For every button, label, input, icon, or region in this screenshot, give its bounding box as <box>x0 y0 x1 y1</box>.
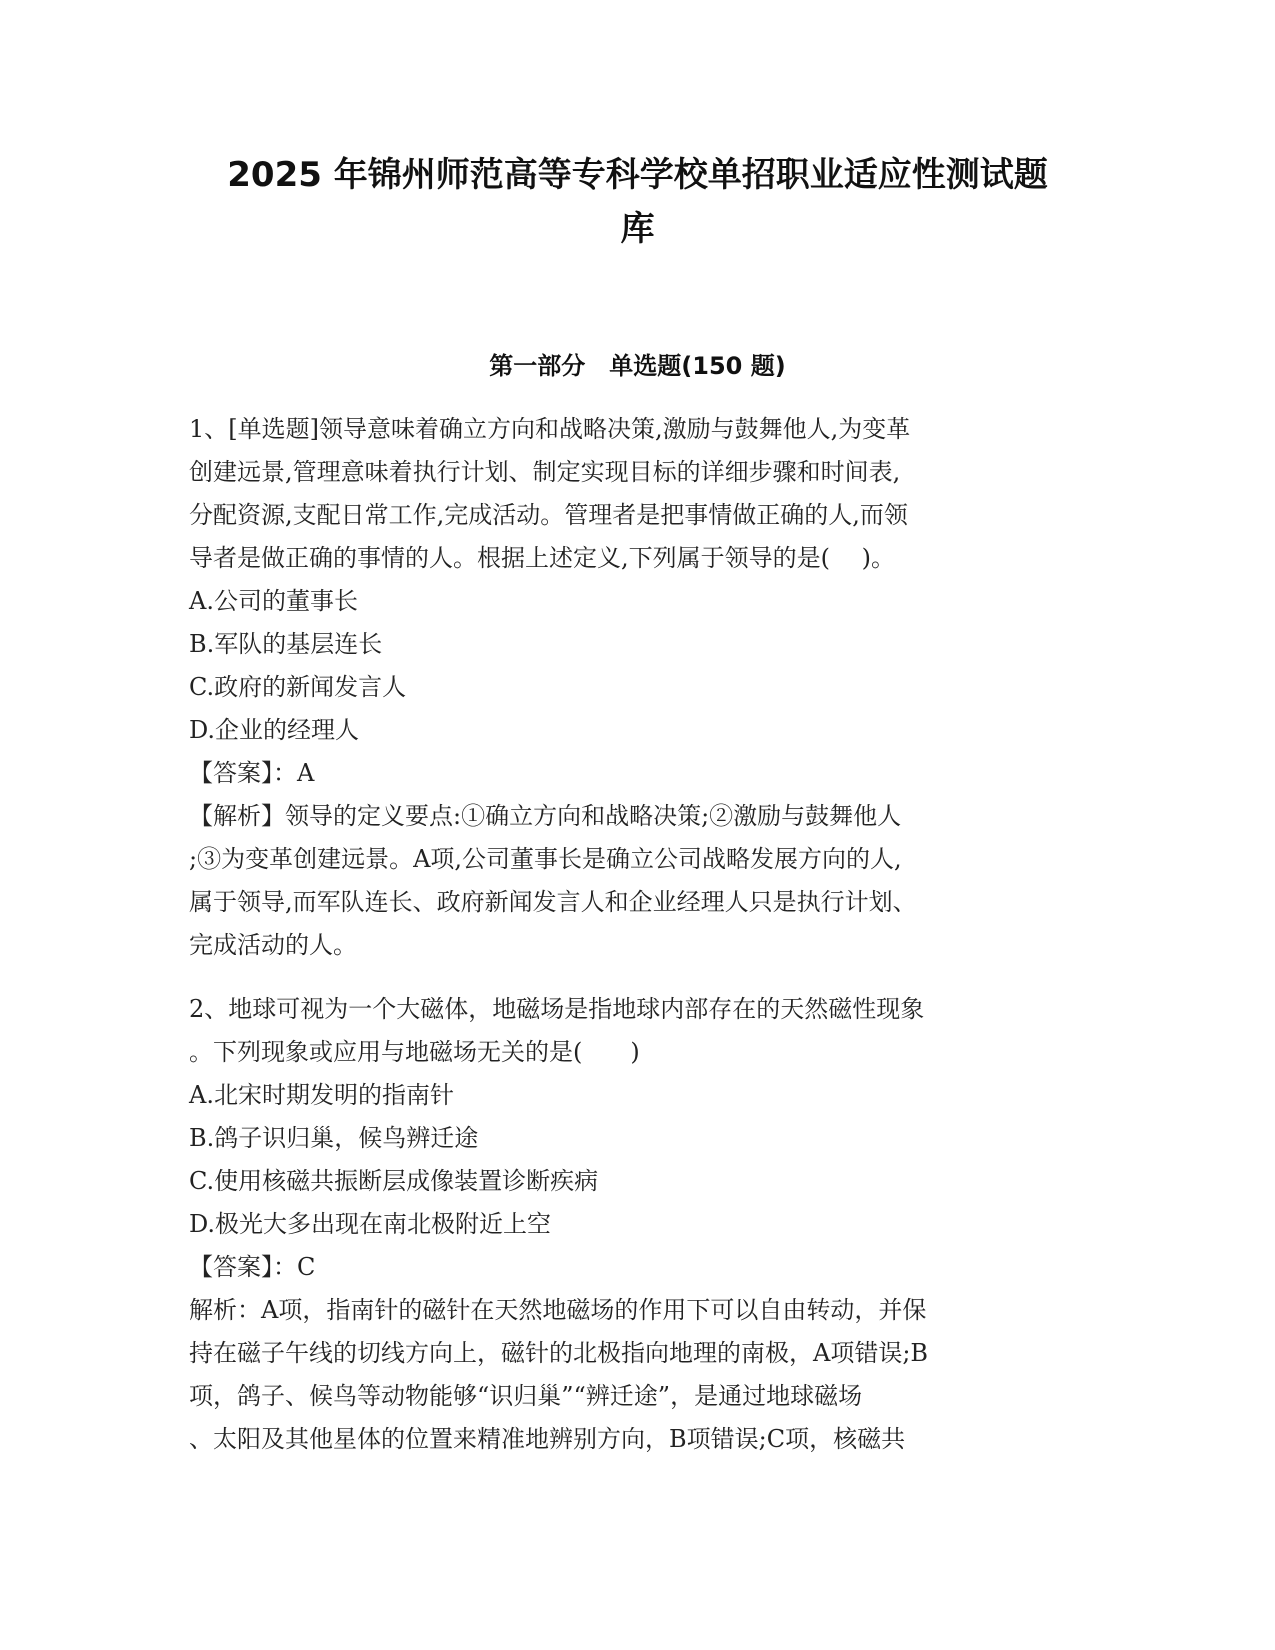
question-stem-line: 创建远景,管理意味着执行计划、制定实现目标的详细步骤和时间表, <box>189 458 901 486</box>
answer-line: 【答案】：A <box>189 759 315 787</box>
analysis-line: 解析：A项，指南针的磁针在天然地磁场的作用下可以自由转动，并保 <box>189 1296 927 1324</box>
question-stem-line: 。下列现象或应用与地磁场无关的是( ) <box>189 1038 640 1066</box>
analysis-line: 项，鸽子、候鸟等动物能够“识归巢”“辨迁途”，是通过地球磁场 <box>189 1382 863 1410</box>
option-b: B.鸽子识归巢，候鸟辨迁途 <box>189 1124 479 1152</box>
question-separator <box>189 967 1089 988</box>
question-1 <box>189 408 1089 967</box>
question-2 <box>189 988 1089 1461</box>
option-a: A.北宋时期发明的指南针 <box>189 1081 454 1109</box>
option-d: D.极光大多出现在南北极附近上空 <box>189 1210 552 1238</box>
analysis-line: 、太阳及其他星体的位置来精准地辨别方向，B项错误;C项，核磁共 <box>189 1425 906 1453</box>
section-heading: 第一部分 单选题(150 题) <box>489 352 786 380</box>
question-stem-line: 导者是做正确的事情的人。根据上述定义,下列属于领导的是( )。 <box>189 544 895 572</box>
question-stem-line: 2、地球可视为一个大磁体，地磁场是指地球内部存在的天然磁性现象 <box>189 995 925 1023</box>
analysis-line: ;③为变革创建远景。A项,公司董事长是确立公司战略发展方向的人, <box>189 845 902 873</box>
option-a: A.公司的董事长 <box>189 587 358 615</box>
question-stem-line: 1、[单选题]领导意味着确立方向和战略决策,激励与鼓舞他人,为变革 <box>189 415 911 443</box>
answer-line: 【答案】：C <box>189 1253 316 1281</box>
option-b: B.军队的基层连长 <box>189 630 383 658</box>
option-c: C.使用核磁共振断层成像装置诊断疾病 <box>189 1167 599 1195</box>
document-title-line-1: 2025 年锦州师范高等专科学校单招职业适应性测试题 <box>227 155 1048 195</box>
option-d: D.企业的经理人 <box>189 716 360 744</box>
document-title-line-2: 库 <box>620 209 655 249</box>
option-c: C.政府的新闻发言人 <box>189 673 407 701</box>
question-stem-line: 分配资源,支配日常工作,完成活动。管理者是把事情做正确的人,而领 <box>189 501 908 529</box>
analysis-line: 【解析】领导的定义要点:①确立方向和战略决策;②激励与鼓舞他人 <box>189 802 902 830</box>
analysis-line: 持在磁子午线的切线方向上，磁针的北极指向地理的南极，A项错误;B <box>189 1339 929 1367</box>
analysis-line: 属于领导,而军队连长、政府新闻发言人和企业经理人只是执行计划、 <box>189 888 917 916</box>
document-title <box>130 148 1145 256</box>
analysis-line: 完成活动的人。 <box>189 931 357 959</box>
question-list <box>189 408 1089 1461</box>
